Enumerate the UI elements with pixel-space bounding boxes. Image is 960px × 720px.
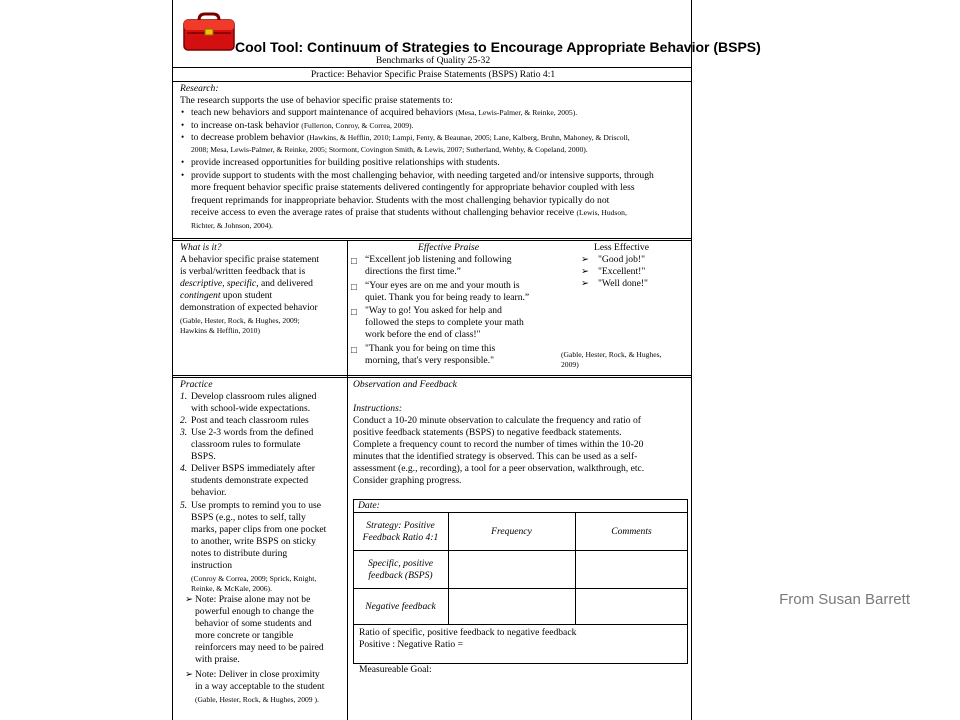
what-line-5: demonstration of expected behavior <box>180 302 318 313</box>
what-line-1: A behavior specific praise statement <box>180 254 320 265</box>
obs-line-2: positive feedback statements (BSPS) to negative feedback statements. <box>353 427 622 438</box>
what-cite-1: (Gable, Hester, Rock, & Hughes, 2009; <box>180 316 300 325</box>
attribution-text: From Susan Barrett <box>779 591 910 608</box>
effective-item-3-l1: "Way to go! You asked for help and <box>365 305 502 316</box>
research-bullet-3: to decrease problem behavior (Hawkins, & Hefflin, 2010; Lampi, Fenty, & Beaunae, 2005; Lane, Kalberg, Bruhn, Mahoney, & Driscoll, <box>191 132 630 143</box>
less-arrow-3: ➢ <box>581 278 590 289</box>
row-strategy-l1: Strategy: Positive <box>366 520 435 531</box>
practice-item-5-l3: marks, paper clips from one pocket <box>191 524 327 535</box>
less-effective-heading: Less Effective <box>594 242 649 253</box>
row-negative: Negative feedback <box>365 601 436 612</box>
practice-num-2: 2. <box>180 415 188 426</box>
practice-item-3-l1: Use 2-3 words from the defined <box>191 427 314 438</box>
practice-item-5-l1: Use prompts to remind you to use <box>191 500 322 511</box>
row-positive-l2: feedback (BSPS) <box>368 570 433 581</box>
note-1-l4: more concrete or tangible <box>195 630 294 641</box>
practice-item-5-l6: instruction <box>191 560 233 571</box>
practice-item-2-l1: Post and teach classroom rules <box>191 415 309 426</box>
note-2-arrow: ➢ <box>185 669 194 680</box>
less-arrow-2: ➢ <box>581 266 590 277</box>
col-comments: Comments <box>611 526 652 537</box>
effective-item-3-l2: followed the steps to complete your math <box>365 317 524 328</box>
obs-line-4: minutes that the identified strategy is observed. This can be used as a self- <box>353 451 638 462</box>
effective-item-3-l3: work before the end of class!" <box>365 329 481 340</box>
what-heading: What is it? <box>180 242 222 253</box>
effective-item-1-l2: directions the first time.” <box>365 266 461 277</box>
research-heading: Research: <box>180 83 219 94</box>
practice-title: Practice: Behavior Specific Praise Statements (BSPS) Ratio 4:1 <box>310 69 556 80</box>
note-1-arrow: ➢ <box>185 594 194 605</box>
obs-line-5: assessment (e.g., recording), a tool for a peer observation, walkthrough, etc. <box>353 463 645 474</box>
research-bullet-5-line-2: more frequent behavior specific praise statements delivered contingently for appropriate behavior coupled with less <box>191 182 635 193</box>
practice-item-4-l2: students demonstrate expected <box>191 475 309 486</box>
what-line-3: descriptive, specific, and delivered <box>180 278 313 289</box>
research-bullet-2: to increase on-task behavior (Fullerton, Conroy, & Correa, 2009). <box>191 120 414 131</box>
row-strategy-l2: Feedback Ratio 4:1 <box>362 532 439 543</box>
document-page: Cool Tool: Continuum of Strategies to Encourage Appropriate Behavior (BSPS) Benchmarks of Quality 25-32 Practice: Behavior Specific Praise Statements (BSPS) Ratio 4:1 Research: The research supports the use of behavior specific praise statements to: • teach new behaviors and support maintenance of acquired behaviors (Mesa, Lewis-Palmer, & Reinke, 2005). • to increase on-task behavior (Fullerton, Conroy, & Correa, 2009). • to decrease problem behavior (Hawkins, & Hefflin, 2010; Lampi, Fenty, & Beaunae, 2005; Lane, Kalberg, Bruhn, Mahoney, & Driscoll, 2008; Mesa, Lewis-Palmer, & Reinke, 2005; Stormont, Covington Smith, & Lewis, 2007; Sutherland, Wehby, & Copeland, 2000). • provide increased opportunities for building positive relationships with students. • provide support to students with the most challenging behavior, with needing targeted and/or intensive supports, through more frequent behavior specific praise statements delivered contingently for appropriate behavior coupled with less frequent reprimands for inappropriate behavior. Students with the most challenging behavior typically do not receive access to even the average rates of praise that students without challenging behavior receive (Lewis, Hudson, Richter, & Johnson, 2004). What is it? A behavior specific praise statement is verbal/written feedback that is descriptive, specific, and delivered contingent upon student demonstration of expected behavior (Gable, Hester, Rock, & Hughes, 2009; Hawkins & Hefflin, 2010) Effective Praise □ “Excellent job listening and following directions the first time.” □ “Your eyes are on me and your mouth is quiet. Thank you for being ready to learn.” □ "Way to go! You asked for help and followed the steps to complete your math work before the end of class!" □ "Thank you for being on time this morning, that's very responsible." Less Effective ➢ "Good job!" ➢ "Excellent!" ➢ "Well done!" (Gable, Hester, Rock, & Hughes, 2009) Practice 1. Develop classroom rules aligned with school-wide expectations. 2. Post and teach classroom rules 3. Use 2-3 words from the defined classroom rules to formulate BSPS. 4. Deliver BSPS immediately after students demonstrate expected behavior. 5. Use prompts to remind you to use BSPS (e.g., notes to self, tally marks, paper clips from one pocket to another, write BSPS on sticky notes to distribute during instruction (Conroy & Correa, 2009; Sprick, Knight, Reinke, & McKale, 2006). ➢ Note: Praise alone may not be powerful enough to change the behavior of some students and more concrete or tangible reinforcers may need to be paired with praise. ➢ Note: Deliver in close proximity in a way acceptable to the student (Gable, Hester, Rock, & Hughes, 2009 ). Observation and Feedback Instructions: Conduct a 10-20 minute observation to calculate the frequency and ratio of positive feedback statements (BSPS) to negative feedback statements. Complete a frequency count to record the number of times within the 10-20 minutes that the identified strategy is observed. This can be used as a self- assessment (e.g., recording), a tool for a peer observation, walkthrough, etc. Consider graphing progress. Date: Strategy: Positive Feedback Ratio 4:1 Frequency Comments Specific, positive feedback (BSPS) Negative feedback Ratio of specific, positive feedback to negative feedback Positive : Negative Ratio = Measureable Goal: <box>172 0 692 720</box>
less-item-3: "Well done!" <box>598 278 648 289</box>
research-intro: The research supports the use of behavior specific praise statements to: <box>180 95 453 106</box>
practice-num-1: 1. <box>180 391 188 402</box>
note-1-l3: behavior of some students and <box>195 618 312 629</box>
row-positive-l1: Specific, positive <box>367 558 433 569</box>
research-bullet-5-cite: Richter, & Johnson, 2004). <box>191 221 273 230</box>
practice-item-5-l2: BSPS (e.g., notes to self, tally <box>191 512 306 523</box>
practice-item-3-l2: classroom rules to formulate <box>191 439 301 450</box>
obs-line-1: Conduct a 10-20 minute observation to calculate the frequency and ratio of <box>353 415 641 426</box>
table-date-label: Date: <box>358 500 380 511</box>
research-bullet-1: teach new behaviors and support maintenance of acquired behaviors (Mesa, Lewis-Palmer, & Reinke, 2005). <box>191 107 578 118</box>
research-bullet-5-line-3: frequent reprimands for inappropriate behavior. Students with the most challenging behavior typically do not <box>191 195 610 206</box>
practice-num-4: 4. <box>180 463 188 474</box>
practice-item-4-l1: Deliver BSPS immediately after <box>191 463 315 474</box>
what-line-4: contingent upon student <box>180 290 273 301</box>
practice-heading: Practice <box>180 379 213 390</box>
effective-item-1-l1: “Excellent job listening and following <box>365 254 512 265</box>
practice-item-5-l4: to another, write BSPS on sticky <box>191 536 316 547</box>
practice-cite-2: Reinke, & McKale, 2006). <box>191 584 272 593</box>
note-2-l1: Note: Deliver in close proximity <box>195 669 320 680</box>
note-1-l2: powerful enough to change the <box>195 606 314 617</box>
ratio-line-2: Positive : Negative Ratio = <box>359 639 463 650</box>
research-bullet-3-cite: 2008; Mesa, Lewis-Palmer, & Reinke, 2005; Stormont, Covington Smith, & Lewis, 2007; Sutherland, Wehby, & Copeland, 2000). <box>191 145 588 154</box>
practice-num-3: 3. <box>180 427 188 438</box>
practice-cite-1: (Conroy & Correa, 2009; Sprick, Knight, <box>191 574 317 583</box>
measureable-goal: Measureable Goal: <box>359 664 432 675</box>
note-1-l1: Note: Praise alone may not be <box>195 594 311 605</box>
observation-heading: Observation and Feedback <box>353 379 457 390</box>
col-frequency: Frequency <box>491 526 532 537</box>
practice-item-3-l3: BSPS. <box>191 451 216 462</box>
research-bullet-5-line-4: receive access to even the average rates of praise that students without challenging behavior receive (Lewis, Hudson, <box>191 207 627 218</box>
note-2-cite: (Gable, Hester, Rock, & Hughes, 2009 ). <box>195 695 319 704</box>
effective-mark-3: □ <box>351 307 357 318</box>
toolbox-icon <box>183 12 235 52</box>
practice-item-5-l5: notes to distribute during <box>191 548 288 559</box>
less-cite-2: 2009) <box>561 360 579 369</box>
effective-item-4-l2: morning, that's very responsible." <box>365 355 495 366</box>
effective-item-2-l2: quiet. Thank you for being ready to learn.” <box>365 292 530 303</box>
note-2-l2: in a way acceptable to the student <box>195 681 325 692</box>
what-line-2: is verbal/written feedback that is <box>180 266 306 277</box>
what-cite-2: Hawkins & Hefflin, 2010) <box>180 326 261 335</box>
less-arrow-1: ➢ <box>581 254 590 265</box>
practice-item-4-l3: behavior. <box>191 487 227 498</box>
obs-line-6: Consider graphing progress. <box>353 475 462 486</box>
obs-line-3: Complete a frequency count to record the number of times within the 10-20 <box>353 439 644 450</box>
note-1-l5: reinforcers may need to be paired <box>195 642 324 653</box>
effective-mark-2: □ <box>351 282 357 293</box>
ratio-line-1: Ratio of specific, positive feedback to negative feedback <box>359 627 577 638</box>
benchmarks-subtitle: Benchmarks of Quality 25-32 <box>375 55 491 66</box>
research-bullet-5-line-1: provide support to students with the most challenging behavior, with needing targeted and/or intensive supports, through <box>191 170 654 181</box>
less-cite-1: (Gable, Hester, Rock, & Hughes, <box>561 350 662 359</box>
instructions-label: Instructions: <box>353 403 403 414</box>
practice-item-1-l2: with school-wide expectations. <box>191 403 311 414</box>
practice-item-1-l1: Develop classroom rules aligned <box>191 391 317 402</box>
effective-mark-4: □ <box>351 345 357 356</box>
research-bullet-4: provide increased opportunities for building positive relationships with students. <box>191 157 500 168</box>
effective-heading: Effective Praise <box>418 242 480 253</box>
note-1-l6: with praise. <box>195 654 240 665</box>
practice-num-5: 5. <box>180 500 188 511</box>
effective-mark-1: □ <box>351 256 357 267</box>
less-item-1: "Good job!" <box>598 254 646 265</box>
less-item-2: "Excellent!" <box>598 266 646 277</box>
effective-item-4-l1: "Thank you for being on time this <box>365 343 496 354</box>
effective-item-2-l1: “Your eyes are on me and your mouth is <box>365 280 520 291</box>
page-title: Cool Tool: Continuum of Strategies to Encourage Appropriate Behavior (BSPS) <box>235 39 761 55</box>
